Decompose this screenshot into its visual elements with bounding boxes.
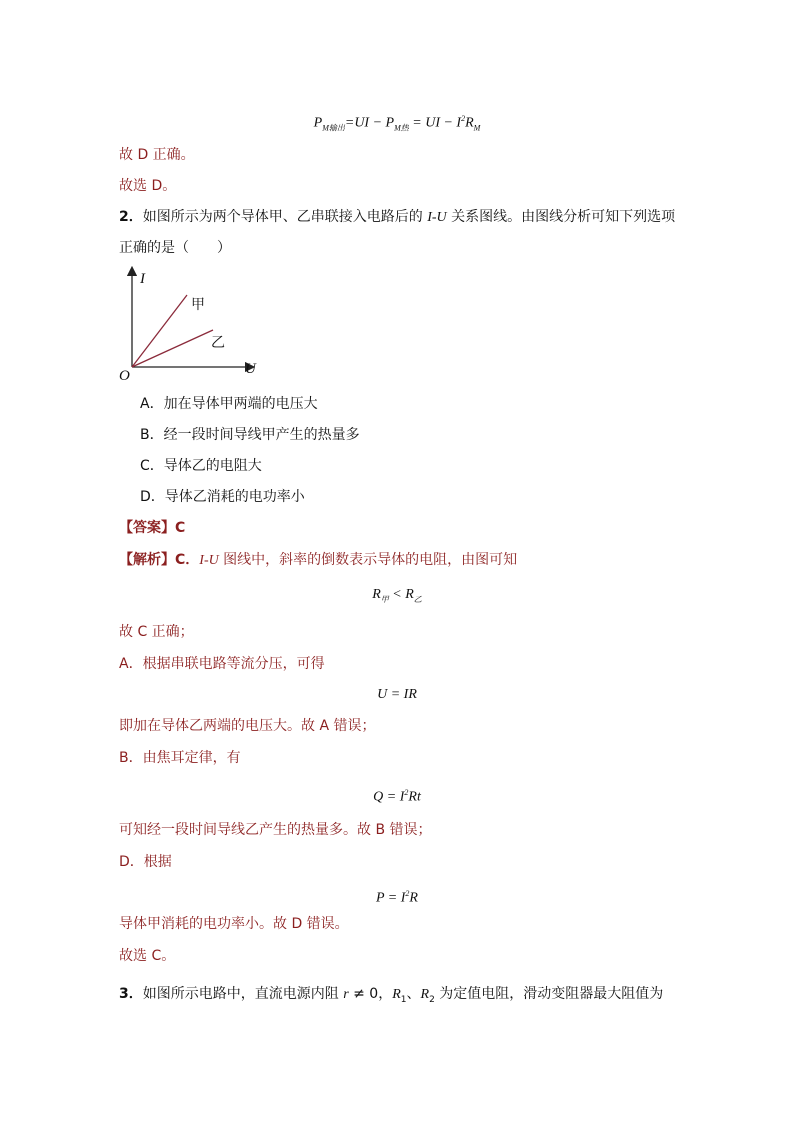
formula-resistance-compare: [0, 586, 794, 609]
option-c: C．导体乙的电阻大: [140, 458, 262, 474]
formula-superscript: 2: [461, 114, 466, 123]
final-choice-d: 故选 D。: [119, 178, 177, 194]
formula-symbol: R: [372, 587, 381, 602]
analysis-c-conclusion: 故 C 正确；: [119, 624, 194, 640]
formula-part: R: [409, 890, 418, 906]
formula-subscript: M热: [394, 123, 409, 133]
formula-power: [0, 885, 794, 908]
formula-superscript: 2: [404, 788, 409, 797]
question-3-line-1: [119, 984, 663, 1010]
analysis-option-lead: C．: [175, 552, 200, 568]
formula-subscript: 乙: [413, 594, 422, 604]
option-b: B．经一段时间导线甲产生的热量多: [140, 427, 360, 443]
formula-operator: ≠ 0: [348, 986, 379, 1002]
formula-subscript: 甲: [380, 594, 389, 604]
iu-symbol: I-U: [427, 210, 447, 225]
analysis-tag: 【解析】: [119, 552, 175, 568]
formula-part: Rt: [408, 789, 421, 805]
conclusion-d-correct: 故 D 正确。: [119, 147, 195, 163]
line-jia: [132, 295, 187, 367]
question-text: 如图所示为两个导体甲、乙串联接入电路后的: [142, 209, 428, 225]
formula-joule: [0, 784, 794, 807]
y-axis-label: I: [140, 271, 145, 287]
option-d: D．导体乙消耗的电功率小: [140, 489, 305, 505]
question-text: 关系图线。由图线分析可知下列选项: [446, 209, 676, 225]
analysis-b-conclusion: 可知经一段时间导线乙产生的热量多。故 B 错误；: [119, 822, 432, 838]
formula-part: Q = I: [373, 789, 405, 805]
answer-value: C: [175, 520, 186, 536]
line-yi: [132, 330, 213, 367]
separator: 、: [406, 986, 421, 1002]
formula-symbol: R: [392, 987, 401, 1002]
analysis-final: 故选 C。: [119, 948, 176, 964]
answer-line: [119, 518, 185, 538]
formula-operator: <: [388, 587, 406, 602]
formula-part: P = I: [376, 890, 406, 906]
label-yi: 乙: [211, 336, 225, 351]
formula-ohm: U = IR: [377, 687, 417, 702]
analysis-b-text: B．由焦耳定律，有: [119, 750, 241, 766]
question-number: 2．: [119, 209, 143, 225]
question-2-line-1: [119, 207, 675, 228]
formula-symbol: R: [465, 115, 474, 131]
question-number: 3．: [119, 986, 143, 1002]
formula-part: =UI − P: [344, 115, 395, 131]
analysis-a-conclusion: 即加在导体乙两端的电压大。故 A 错误；: [119, 718, 376, 734]
formula-superscript: 2: [405, 889, 410, 898]
formula-subscript: 2: [429, 994, 435, 1005]
origin-label: O: [119, 368, 130, 384]
analysis-text: 图线中，斜率的倒数表示导体的电阻，由图可知: [218, 552, 518, 568]
formula-motor-output: [0, 110, 794, 137]
analysis-line-c: [119, 550, 517, 571]
formula-symbol: r: [343, 987, 349, 1002]
formula-symbol: R: [420, 987, 430, 1002]
analysis-a-text: A．根据串联电路等流分压，可得: [119, 656, 325, 672]
formula-part: = UI − I: [408, 115, 462, 131]
answer-tag: 【答案】: [119, 520, 175, 536]
question-text: 如图所示电路中，直流电源内阻: [142, 986, 344, 1002]
iu-symbol: I-U: [199, 553, 219, 568]
iu-graph: [115, 265, 275, 385]
formula-symbol: R: [405, 587, 414, 602]
formula-subscript: 1: [400, 994, 407, 1005]
separator: ，: [378, 986, 393, 1002]
formula-symbol: P: [313, 115, 323, 131]
analysis-d-conclusion: 导体甲消耗的电功率小。故 D 错误。: [119, 916, 349, 932]
option-a: A．加在导体甲两端的电压大: [140, 396, 318, 412]
x-axis-label: U: [245, 361, 256, 377]
formula-subscript: M: [473, 123, 481, 133]
question-text: 为定值电阻，滑动变阻器最大阻值为: [434, 986, 664, 1002]
analysis-d-text: D．根据: [119, 854, 172, 870]
label-jia: 甲: [191, 298, 205, 313]
formula-subscript: M输出: [322, 123, 345, 133]
question-2-line-2: 正确的是（ ）: [119, 240, 231, 256]
